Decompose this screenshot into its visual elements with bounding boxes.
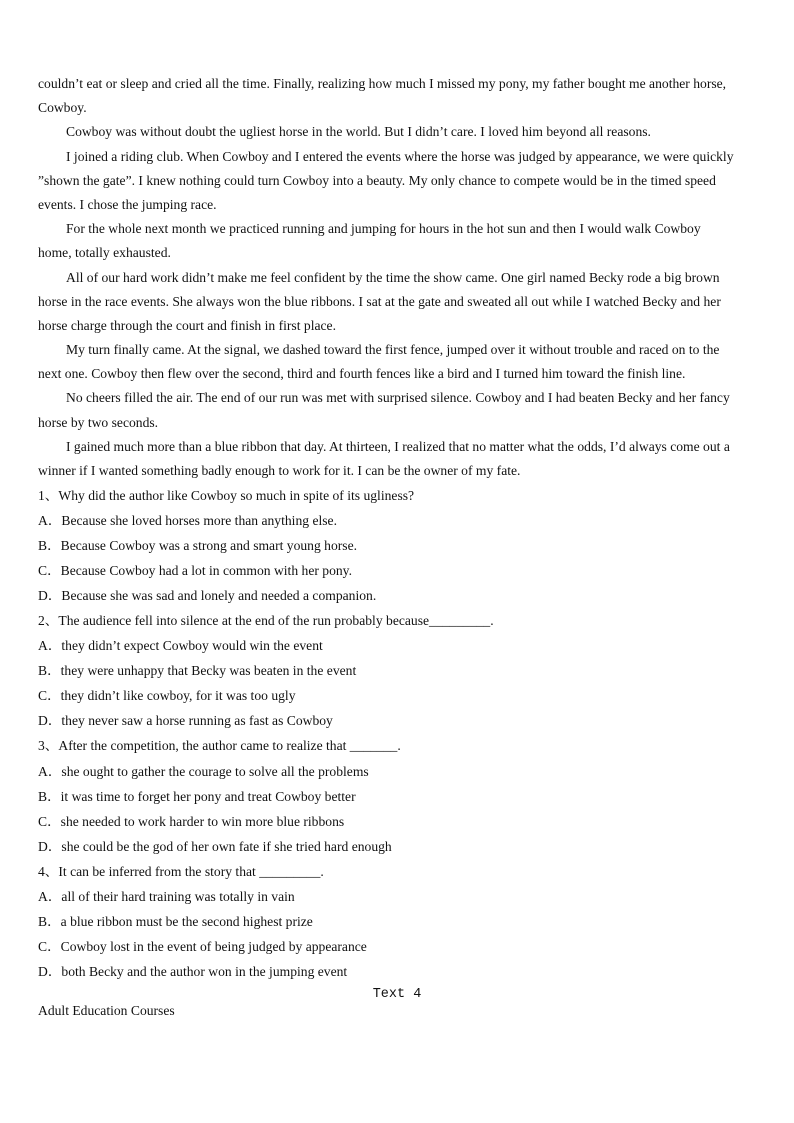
answer-option: A．all of their hard training was totally in vain (38, 888, 295, 904)
paragraph-line: All of our hard work didn’t make me feel confident by the time the show came. One girl named Becky rode a big brown (66, 269, 720, 285)
paragraph-line: horse by two seconds. (38, 414, 159, 430)
paragraph (38, 435, 758, 483)
paragraph-line: horse in the race events. She always won the blue ribbons. I sat at the gate and sweated all out while I watched Becky and her (38, 293, 721, 309)
questions (38, 483, 758, 984)
answer-option: C．Cowboy lost in the event of being judged by appearance (38, 938, 367, 954)
question-stem: 1、Why did the author like Cowboy so much in spite of its ugliness? (38, 488, 415, 503)
answer-option: D．both Becky and the author won in the jumping event (38, 963, 348, 979)
paragraph (38, 266, 758, 339)
paragraph-line: I joined a riding club. When Cowboy and I entered the events where the horse was judged by appearance, we were quickly (66, 148, 734, 164)
answer-option: B．a blue ribbon must be the second highest prize (38, 913, 313, 929)
answer-option: C．she needed to work harder to win more blue ribbons (38, 813, 345, 829)
answer-option: B．it was time to forget her pony and treat Cowboy better (38, 788, 356, 804)
answer-option: A．they didn’t expect Cowboy would win the event (38, 638, 323, 654)
question-stem: 4、It can be inferred from the story that _________. (38, 863, 324, 879)
paragraph-line: Cowboy. (38, 100, 87, 116)
answer-option: B．Because Cowboy was a strong and smart young horse. (38, 538, 358, 554)
answer-option: B．they were unhappy that Becky was beaten in the event (38, 663, 357, 679)
section-title: Adult Education Courses (38, 1003, 175, 1018)
question (38, 733, 758, 858)
paragraph-line: ”shown the gate”. I knew nothing could turn Cowboy into a beauty. My only chance to compete would be in the timed speed (38, 172, 716, 188)
question-stem: 2、The audience fell into silence at the end of the run probably because_________. (38, 613, 494, 629)
paragraph-line: Cowboy was without doubt the ugliest horse in the world. But I didn’t care. I loved him beyond all reasons. (66, 124, 651, 140)
reading-passage (38, 72, 758, 483)
paragraph-line: couldn’t eat or sleep and cried all the time. Finally, realizing how much I missed my pony, my father bought me another horse, (38, 76, 727, 91)
paragraph-line: home, totally exhausted. (38, 245, 171, 261)
question (38, 859, 758, 984)
paragraph (38, 386, 758, 434)
question (38, 608, 758, 733)
paragraph-line: For the whole next month we practiced running and jumping for hours in the hot sun and then I would walk Cowboy (66, 221, 701, 237)
paragraph (38, 145, 758, 218)
paragraph-line: I gained much more than a blue ribbon that day. At thirteen, I realized that no matter what the odds, I’d always come out a (66, 438, 730, 454)
paragraph (38, 217, 758, 265)
paragraph-line: winner if I wanted something badly enough to work for it. I can be the owner of my fate. (38, 463, 521, 478)
answer-option: D．she could be the god of her own fate if she tried hard enough (38, 838, 392, 854)
paragraph (38, 338, 758, 386)
paragraph-line: horse charge through the court and finish in first place. (38, 317, 336, 333)
question (38, 483, 758, 608)
paragraph-line: My turn finally came. At the signal, we dashed toward the first fence, jumped over it without trouble and raced on to the (66, 342, 720, 358)
paragraph-line: next one. Cowboy then flew over the second, third and fourth fences like a bird and I turned him toward the finish line. (38, 366, 686, 382)
answer-option: C．they didn’t like cowboy, for it was too ugly (38, 688, 296, 704)
paragraph-line: No cheers filled the air. The end of our run was met with surprised silence. Cowboy and I had beaten Becky and her fancy (66, 390, 730, 406)
paragraph (38, 120, 758, 144)
paragraph-line: events. I chose the jumping race. (38, 196, 217, 212)
paragraph (38, 72, 758, 120)
answer-option: D．Because she was sad and lonely and needed a companion. (38, 588, 377, 604)
answer-option: D．they never saw a horse running as fast as Cowboy (38, 713, 333, 729)
section-heading: Text 4 (372, 987, 422, 1002)
answer-option: C．Because Cowboy had a lot in common with her pony. (38, 563, 352, 579)
answer-option: A．she ought to gather the courage to solve all the problems (38, 763, 369, 779)
question-stem: 3、After the competition, the author came to realize that _______. (38, 738, 401, 754)
answer-option: A．Because she loved horses more than anything else. (38, 513, 337, 529)
